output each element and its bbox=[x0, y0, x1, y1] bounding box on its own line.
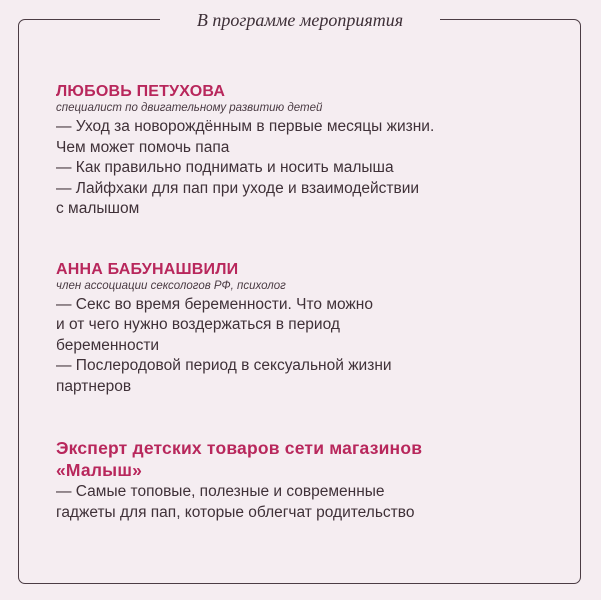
speaker-role: специалист по двигательному развитию детей bbox=[56, 102, 323, 114]
speaker-section-3 bbox=[56, 437, 556, 523]
speaker-section-2 bbox=[56, 260, 556, 398]
speaker-name: Эксперт детских товаров сети магазинов «Малыш» bbox=[56, 438, 423, 480]
speaker-name: АННА БАБУНАШВИЛИ bbox=[56, 260, 239, 278]
topic-item: — Как правильно поднимать и носить малыша bbox=[56, 159, 394, 176]
speaker-section-1 bbox=[56, 82, 556, 220]
topic-item: — Секс во время беременности. Что можно и от чего нужно воздержаться в период беременности bbox=[56, 295, 373, 354]
topic-item: — Лайфхаки для пап при уходе и взаимодействии с малышом bbox=[56, 179, 420, 217]
program-title: В программе мероприятия bbox=[160, 7, 440, 33]
topic-item: — Уход за новорождённым в первые месяцы жизни. Чем может помочь папа bbox=[56, 118, 435, 156]
program-content bbox=[56, 82, 556, 523]
topic-item: — Самые топовые, полезные и современные гаджеты для пап, которые облегчат родительство bbox=[56, 483, 415, 521]
topic-list bbox=[56, 482, 556, 523]
topic-list bbox=[56, 295, 556, 398]
topic-list bbox=[56, 117, 556, 220]
speaker-role: член ассоциации сексологов РФ, психолог bbox=[56, 279, 286, 292]
topic-item: — Послеродовой период в сексуальной жизни партнеров bbox=[56, 357, 392, 395]
speaker-name: ЛЮБОВЬ ПЕТУХОВА bbox=[56, 83, 226, 100]
